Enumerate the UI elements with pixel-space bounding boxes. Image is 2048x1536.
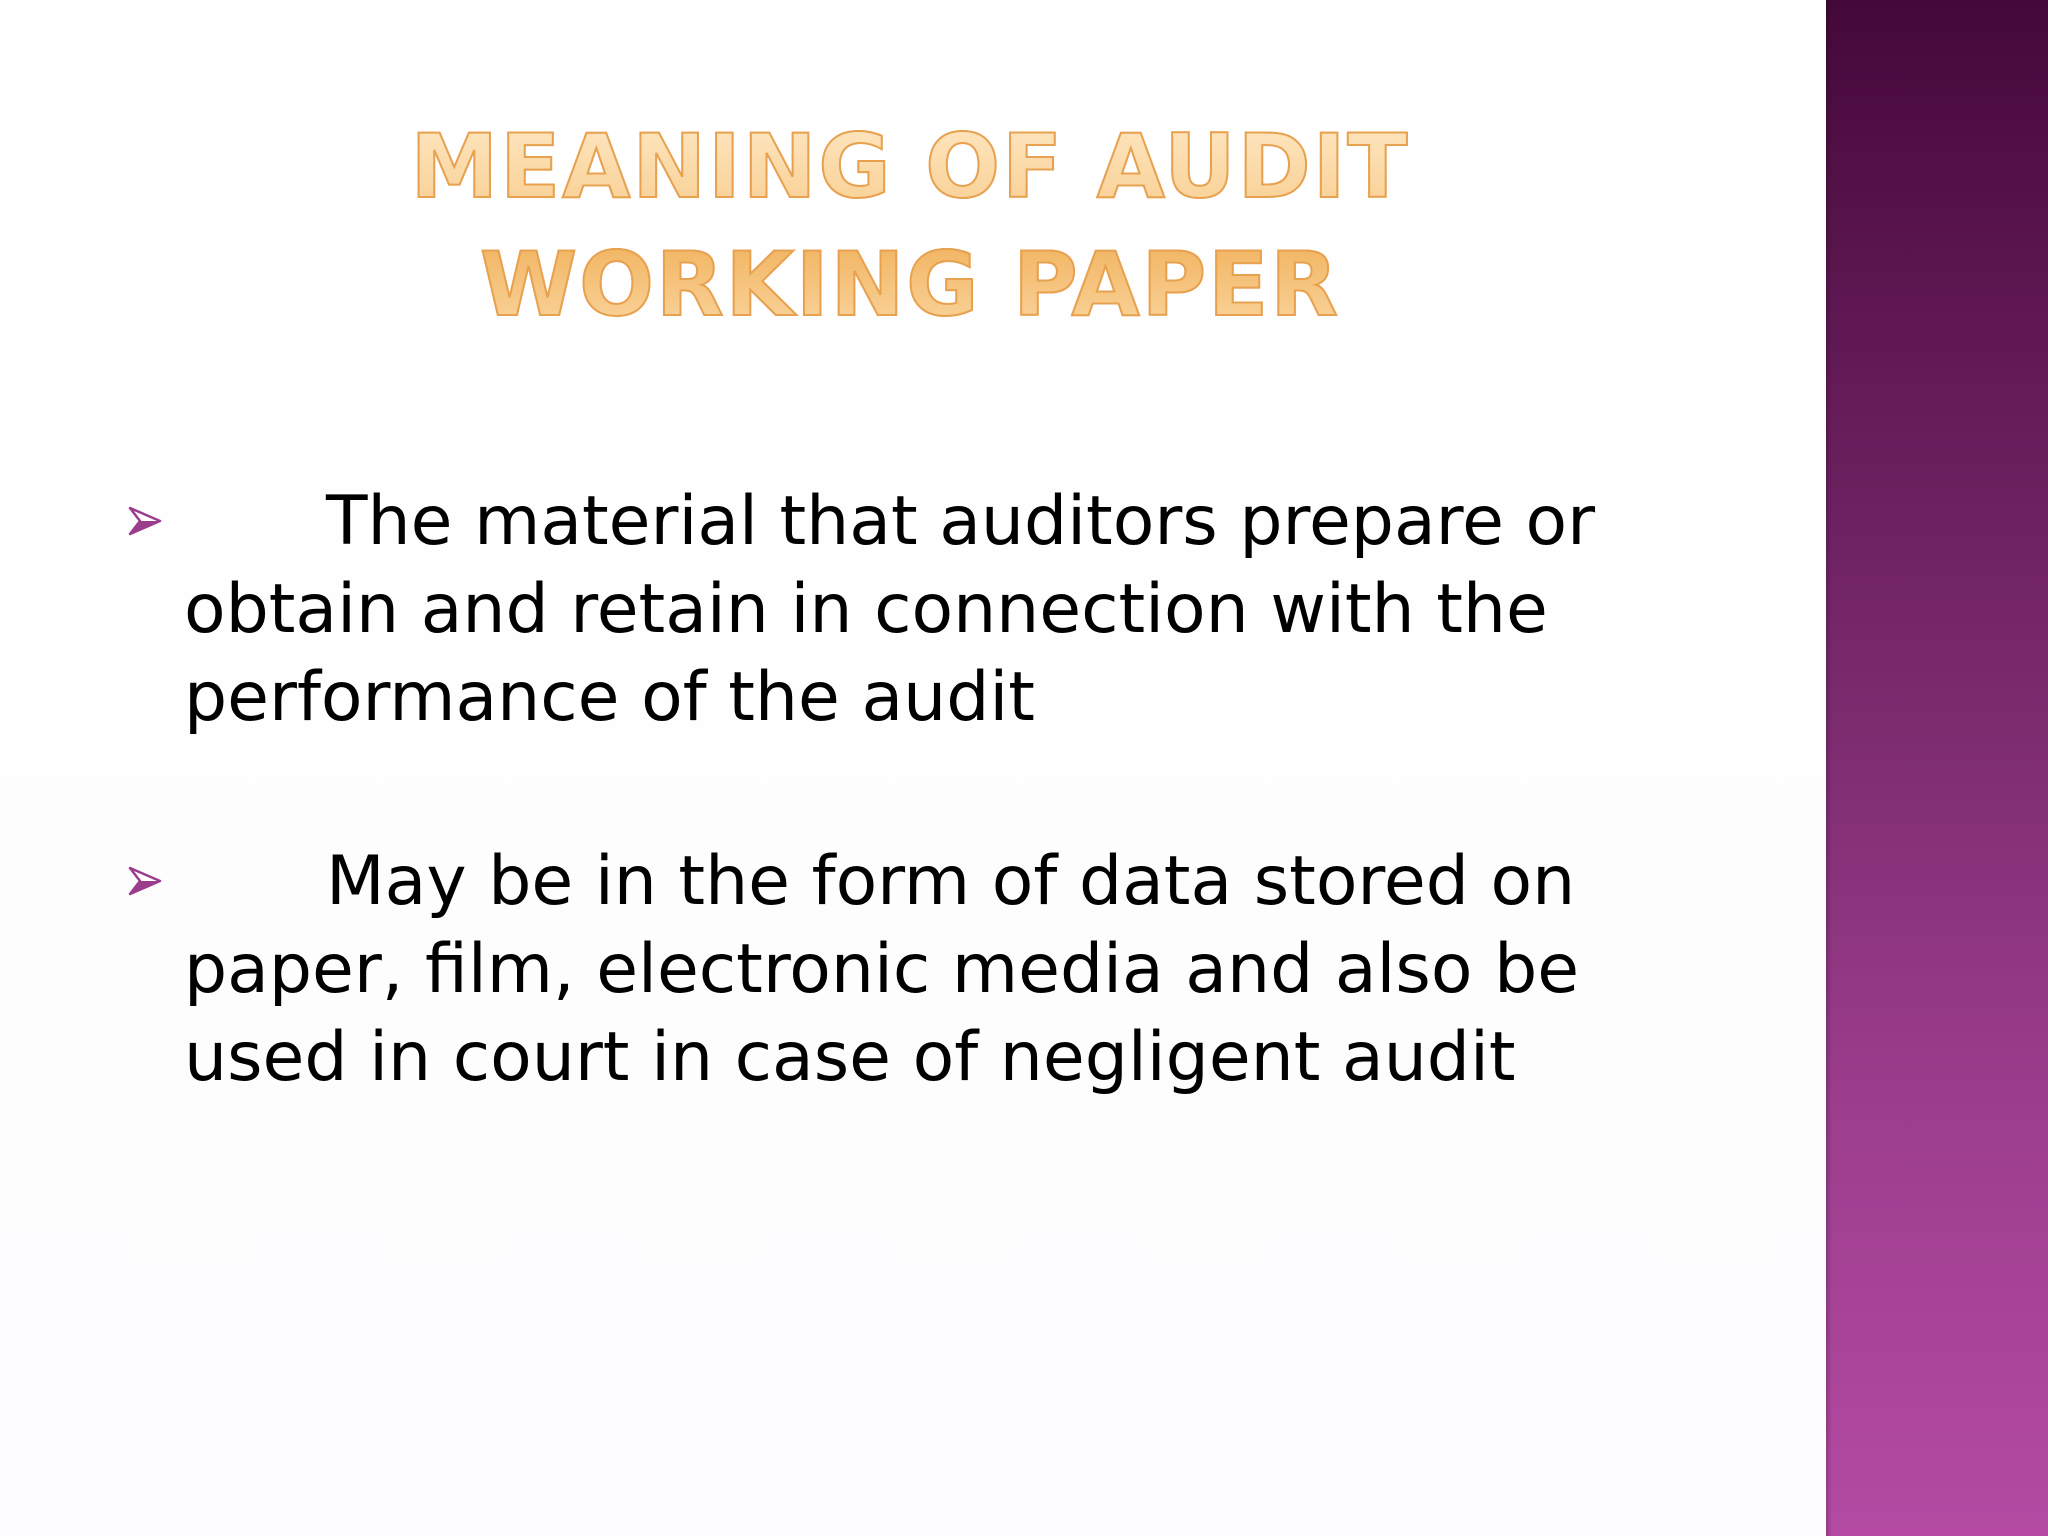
bullet-item <box>120 838 1620 1102</box>
bullet-list <box>120 478 1620 1198</box>
arrowhead-bullet-icon <box>128 864 162 898</box>
bullet-text: The material that auditors prepare or obtain and retain in connection with the performance of the audit <box>184 482 1596 737</box>
decorative-side-bar <box>1826 0 2048 1536</box>
arrowhead-bullet-icon <box>128 504 162 538</box>
bullet-text: May be in the form of data stored on paper, film, electronic media and also be used in court in case of negligent audit <box>184 842 1580 1097</box>
slide-title: MEANING OF AUDIT WORKING PAPER <box>180 108 1640 344</box>
bullet-item <box>120 478 1620 742</box>
